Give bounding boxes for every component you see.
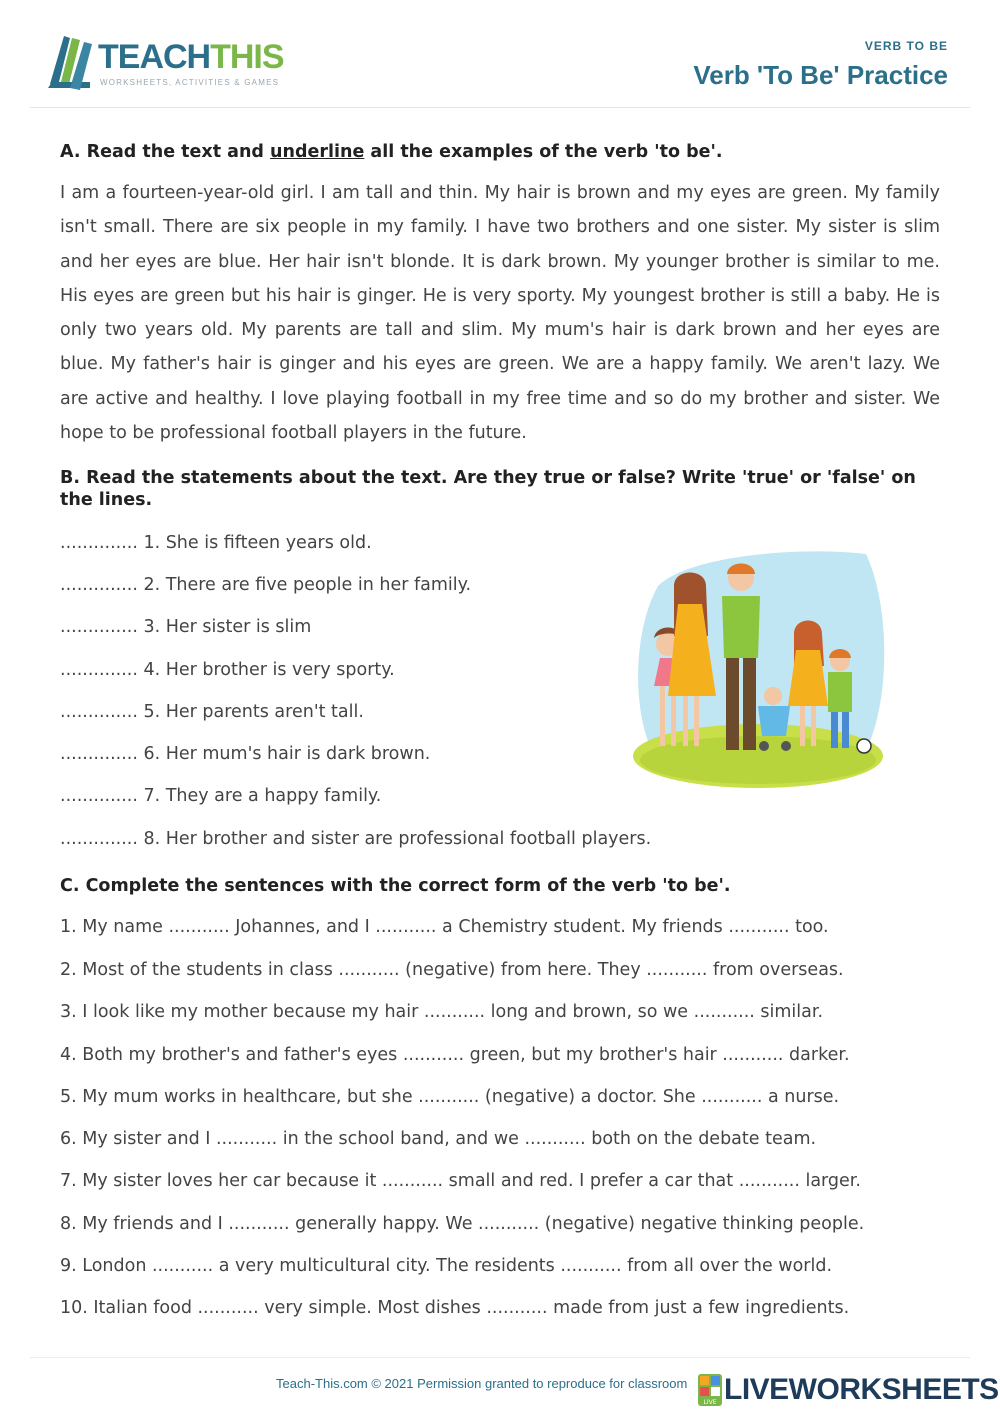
fill-in-sentence[interactable]: 6. My sister and I ........... in the school band, and we ........... both on the debate team. bbox=[60, 1129, 817, 1149]
fill-in-sentence[interactable]: 4. Both my brother's and father's eyes ........... green, but my brother's hair ........... darker. bbox=[60, 1045, 850, 1065]
liveworksheets-wordmark: LIVEWORKSHEETS bbox=[724, 1373, 999, 1406]
header-divider bbox=[30, 107, 970, 108]
tf-statement[interactable]: .............. 5. Her parents aren't tall. bbox=[60, 702, 364, 722]
section-a bbox=[60, 141, 940, 450]
liveworksheets-logo[interactable] bbox=[698, 1372, 998, 1406]
book-icon bbox=[46, 32, 98, 92]
fill-in-sentence[interactable]: 10. Italian food ........... very simple. Most dishes ........... made from just a few ingredients. bbox=[60, 1298, 850, 1318]
tf-statement[interactable]: .............. 2. There are five people in her family. bbox=[60, 575, 472, 595]
svg-text:LIVE: LIVE bbox=[703, 1399, 717, 1406]
teachthis-logo bbox=[46, 32, 296, 94]
fill-in-sentence[interactable]: 5. My mum works in healthcare, but she ........... (negative) a doctor. She ........... a nurse. bbox=[60, 1087, 840, 1107]
live-badge-icon bbox=[698, 1374, 722, 1408]
footer-divider bbox=[30, 1357, 970, 1358]
worksheet-category: VERB TO BE bbox=[864, 39, 948, 53]
fill-in-sentence[interactable]: 3. I look like my mother because my hair ........... long and brown, so we ........... similar. bbox=[60, 1002, 824, 1022]
fill-in-sentence[interactable]: 2. Most of the students in class ........... (negative) from here. They ........... from overseas. bbox=[60, 960, 844, 980]
logo-wordmark: TEACHTHIS bbox=[98, 38, 284, 76]
reading-text: I am a fourteen-year-old girl. I am tall and thin. My hair is brown and my eyes are green. My family isn't small. There are six people in my family. I have two brothers and one sister. My sister is slim and her eyes are blue. Her hair isn't blonde. It is dark brown. My younger brother is similar to me. His eyes are green but his hair is ginger. He is very sporty. My youngest brother is still a baby. He is only two years old. My parents are tall and slim. My mum's hair is dark brown and her eyes are blue. My father's hair is ginger and his eyes are green. We are a happy family. We aren't lazy. We are active and healthy. I love playing football in my free time and so do my brother and sister. We hope to be professional football players in the future. bbox=[60, 183, 940, 444]
logo-tagline: WORKSHEETS, ACTIVITIES & GAMES bbox=[100, 78, 280, 87]
tf-statement[interactable]: .............. 4. Her brother is very sporty. bbox=[60, 660, 395, 680]
fill-in-sentence[interactable]: 7. My sister loves her car because it ........... small and red. I prefer a car that ........... larger. bbox=[60, 1171, 861, 1191]
section-b-heading: B. Read the statements about the text. Are they true or false? Write 'true' or 'false' on the lines. bbox=[60, 468, 916, 510]
fill-in-sentence[interactable]: 9. London ........... a very multicultural city. The residents ........... from all over the world. bbox=[60, 1256, 833, 1276]
tf-statement[interactable]: .............. 3. Her sister is slim bbox=[60, 617, 312, 637]
copyright-notice: Teach-This.com © 2021 Permission granted to reproduce for classroom bbox=[276, 1376, 688, 1391]
page-header bbox=[0, 0, 1000, 108]
fill-in-sentence[interactable]: 1. My name ........... Johannes, and I ........... a Chemistry student. My friends ........... too. bbox=[60, 917, 829, 937]
tf-statement[interactable]: .............. 6. Her mum's hair is dark brown. bbox=[60, 744, 431, 764]
tf-statement[interactable]: .............. 7. They are a happy family. bbox=[60, 786, 382, 806]
fill-in-sentence[interactable]: 8. My friends and I ........... generally happy. We ........... (negative) negative thinking people. bbox=[60, 1214, 865, 1234]
tf-statement[interactable]: .............. 1. She is fifteen years old. bbox=[60, 533, 372, 553]
section-c-heading: C. Complete the sentences with the correct form of the verb 'to be'. bbox=[60, 876, 731, 896]
football bbox=[857, 739, 871, 753]
page-title: Verb 'To Be' Practice bbox=[693, 60, 948, 90]
tf-statement[interactable]: .............. 8. Her brother and sister are professional football players. bbox=[60, 829, 652, 849]
section-a-heading: A. Read the text and underline all the examples of the verb 'to be'. bbox=[60, 142, 723, 162]
family-illustration bbox=[628, 546, 888, 791]
